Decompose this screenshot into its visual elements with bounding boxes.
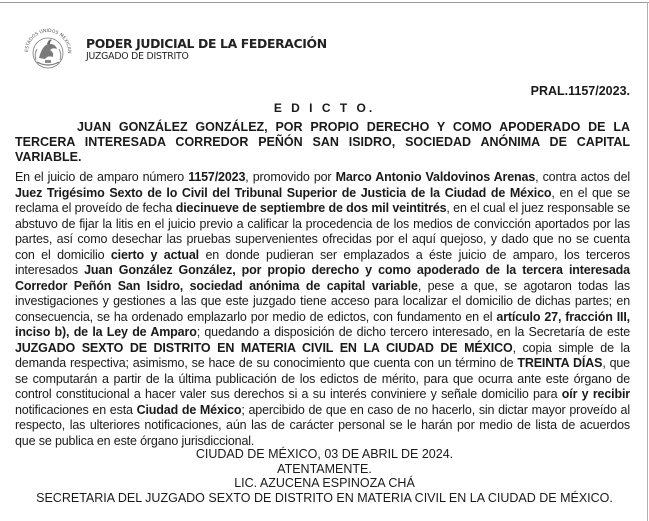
signer-position: SECRETARIA DEL JUZGADO SEXTO DE DISTRITO EN MATERIA CIVIL EN LA CIUDAD DE MÉXICO. (36, 490, 613, 505)
closing-salutation: ATENTAMENTE. (277, 461, 372, 476)
body-emphasis: Ciudad de México (136, 402, 242, 417)
signer-name: LIC. AZUCENA ESPINOZA CHÁ (234, 476, 415, 490)
case-reference: PRAL.1157/2023. (530, 84, 630, 98)
body-emphasis: cierto y actual (110, 247, 199, 262)
body-text-run: ; quedando a disposición de dicho tercero interesado, en la Secretaría de este (196, 325, 630, 339)
body-text-run: En el juicio de amparo número (15, 170, 189, 184)
closing-block (0, 447, 649, 505)
body-text-run: , copia simple de la demanda respectiva; asimismo, se hace de su conocimiento que cuenta con un término de (15, 340, 630, 370)
body-text-run: , que se computarán a partir de la última publicación de los edictos de mérito, para que ocurra ante este órgano de control constitucional a hacer valer sus derechos si a su interés conviniere y señale domicilio para (15, 356, 630, 401)
issuing-institution (86, 36, 327, 63)
body-emphasis: TREINTA DÍAS (517, 356, 603, 370)
body-text-run: , en el que se reclama el proveído de fecha (15, 185, 630, 215)
body-emphasis: oír y recibir (561, 387, 630, 401)
document-title: E D I C T O. (273, 101, 376, 115)
body-text-run: notificaciones en esta (15, 402, 137, 417)
body-text-run: , contra actos del (535, 170, 630, 184)
national-seal-icon (20, 22, 76, 72)
right-border (647, 2, 648, 521)
body-text-run: , pese a que, se agotaron todas las investigaciones y gestiones a las que este juzgado tiene acceso para localizar el domicilio de dichas partes; en consecuencia, se ha ordenado emplazarlo por medio de edictos, con fundamento en el (15, 278, 631, 324)
body-emphasis: 1157/2023 (188, 170, 246, 184)
body-text-run: , en el cual el juez responsable se abstuvo de fijar la litis en el juicio previo a calificar la procedencia de los medios de convicción aportados por las partes, así como desechar las pruebas supervenientes ofrecidas por el aquí quejoso, y dado que no se cuenta con el domicilio (15, 201, 630, 262)
place-and-date: CIUDAD DE MÉXICO, 03 DE ABRIL DE 2024. (195, 447, 454, 461)
court-office: JUZGADO DE DISTRITO (86, 51, 189, 62)
body-text-run: ; apercibido de que en caso de no hacerlo, sin dictar mayor proveído al respecto, las ulteriores notificaciones, aún las de carácter personal se le harán por medio de lista de acuerdos que se publica en este órgano jurisdiccional. (15, 402, 630, 448)
top-border (0, 2, 649, 3)
institution-name: PODER JUDICIAL DE LA FEDERACIÓN (86, 36, 327, 51)
body-emphasis: Marco Antonio Valdovinos Arenas (335, 170, 536, 184)
seal-caption: ESTADOS UNIDOS MEXICAN (24, 28, 72, 54)
body-emphasis: diecinueve de septiembre de dos mil veintitrés (175, 201, 447, 215)
body-emphasis: artículo 27, fracción III, inciso b), de la Ley de Amparo (15, 309, 631, 339)
body-text-run: en donde pudieran ser emplazados a éste juicio de amparo, los terceros interesados (15, 247, 630, 277)
body-emphasis: Juan González González, por propio derecho y como apoderado de la tercera interesada Corredor Peñón San Isidro, sociedad anónima de capital variable (15, 263, 630, 293)
addressee-paragraph: JUAN GONZÁLEZ GONZÁLEZ, POR PROPIO DERECHO Y COMO APODERADO DE LA TERCERA INTERESADA CORREDOR PEÑÓN SAN ISIDRO, SOCIEDAD ANÓNIMA DE CAPITAL VARIABLE. (15, 120, 630, 164)
body-emphasis: Juez Trigésimo Sexto de lo Civil del Tribunal Superior de Justicia de la Ciudad de México (15, 185, 552, 200)
body-paragraph (15, 170, 630, 449)
body-emphasis: JUZGADO SEXTO DE DISTRITO EN MATERIA CIVIL EN LA CIUDAD DE MÉXICO (15, 340, 513, 355)
body-text-run: , promovido por (245, 170, 336, 184)
